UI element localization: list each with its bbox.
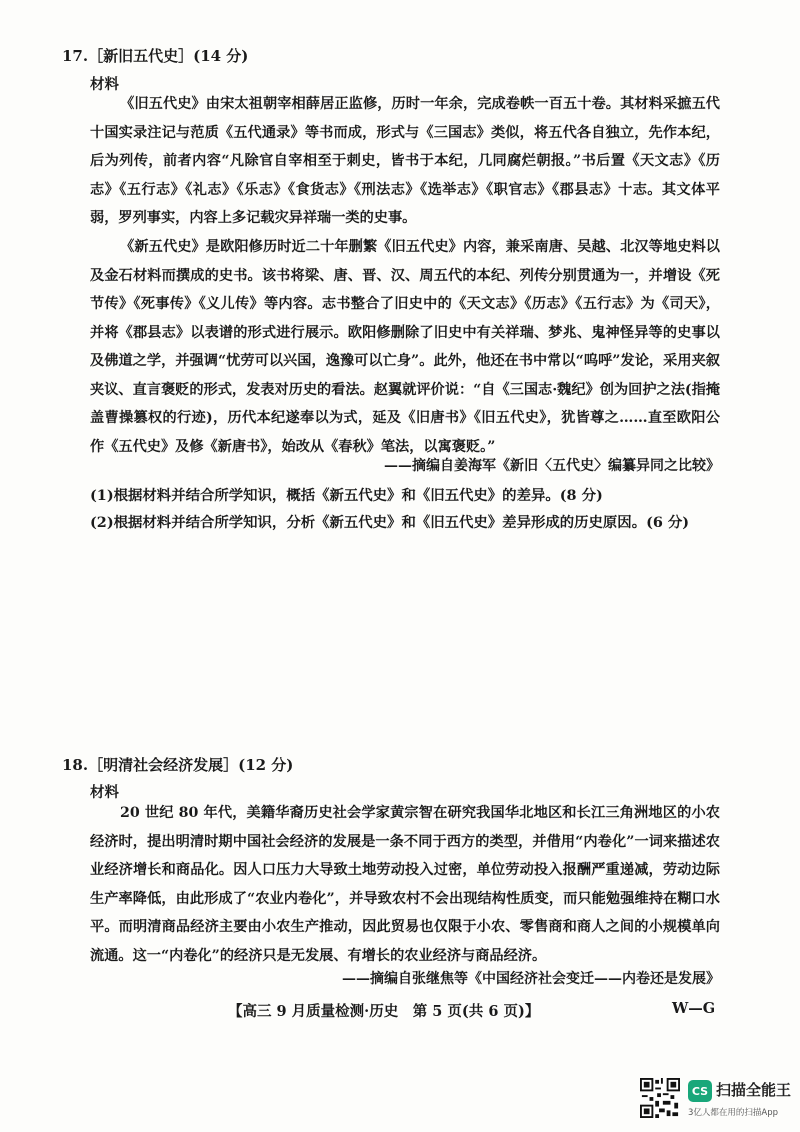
question-17-paragraph-1-text: 《旧五代史》由宋太祖朝宰相薛居正监修，历时一年余，完成卷帙一百五十卷。其材料采摭五代十国实录注记与范质《五代通录》等书而成，形式与《三国志》类似，将五代各自独立，先作本纪，后为列传，前者内容“凡除官自宰相至于刺史，皆书于本纪，几同腐烂朝报。”书后置《天文志》《历志》《五行志》《礼志》《乐志》《食货志》《刑法志》《选举志》《职官志》《郡县志》十志。其文体平弱，罗列事实，内容上多记载灾异祥瑞一类的史事。 xyxy=(90,96,720,226)
question-17-source: ——摘编自姜海军《新旧〈五代史〉编纂异同之比较》 xyxy=(384,458,720,474)
page-footer: 【高三 9 月质量检测·历史 第 5 页(共 6 页)】 xyxy=(228,1003,540,1020)
question-18-paragraph-1-text: 20 世纪 80 年代，美籍华裔历史社会学家黄宗智在研究我国华北地区和长江三角洲地区的小农经济时，提出明清时期中国社会经济的发展是一条不同于西方的类型，并借用“内卷化”一词来描述农业经济增长和商品化。因人口压力大导致土地劳动投入过密，单位劳动投入报酬严重递减，劳动边际生产率降低，由此形成了“农业内卷化”，并导致农村不会出现结构性质变，而只能勉强维持在糊口水平。而明清商品经济主要由小农生产推动，因此贸易也仅限于小农、零售商和商人之间的小规模单向流通。这一“内卷化”的经济只是无发展、有增长的农业经济与商品经济。 xyxy=(90,805,720,964)
question-18-paragraph-1 xyxy=(90,799,720,970)
camscanner-name: 扫描全能王 xyxy=(716,1081,792,1099)
question-18-title: 18.［明清社会经济发展］(12 分) xyxy=(62,756,294,774)
question-17-paragraph-2 xyxy=(90,233,720,461)
camscanner-logo-icon: CS xyxy=(688,1080,712,1102)
question-17-paragraph-1 xyxy=(90,90,720,233)
qr-code-icon xyxy=(640,1078,680,1118)
question-18-source: ——摘编自张继焦等《中国经济社会变迁——内卷还是发展》 xyxy=(342,971,720,987)
question-17-paragraph-2-text: 《新五代史》是欧阳修历时近二十年删繁《旧五代史》内容，兼采南唐、吴越、北汉等地史料以及金石材料而撰成的史书。该书将梁、唐、晋、汉、周五代的本纪、列传分别贯通为一，并增设《死节传》《死事传》《义儿传》等内容。志书整合了旧史中的《天文志》《历志》《五行志》为《司天》，并将《郡县志》以表谱的形式进行展示。欧阳修删除了旧史中有关祥瑞、梦兆、鬼神怪异等的史事以及佛道之学，并强调“忧劳可以兴国，逸豫可以亡身”。此外，他还在书中常以“呜呼”发论，采用夹叙夹议、直言褒贬的形式，发表对历史的看法。赵翼就评价说：“自《三国志·魏纪》创为回护之法(指掩盖曹操篡权的行迹)，历代本纪遂奉以为式，延及《旧唐书》《旧五代史》，犹皆尊之……直至欧阳公作《五代史》及修《新唐书》，始改从《春秋》笔法，以寓褒贬。” xyxy=(90,239,720,455)
question-17-material-label: 材料 xyxy=(90,76,119,93)
question-18-material-label: 材料 xyxy=(90,784,119,801)
question-17-task-1: (1)根据材料并结合所学知识，概括《新五代史》和《旧五代史》的差异。(8 分) xyxy=(90,487,603,504)
camscanner-tagline: 3亿人都在用的扫描App xyxy=(688,1108,779,1118)
question-17-title: 17.［新旧五代史］(14 分) xyxy=(62,47,249,65)
paper-code: W—G xyxy=(672,1000,716,1017)
question-17-task-2: (2)根据材料并结合所学知识，分析《新五代史》和《旧五代史》差异形成的历史原因。(6 分) xyxy=(90,514,690,531)
